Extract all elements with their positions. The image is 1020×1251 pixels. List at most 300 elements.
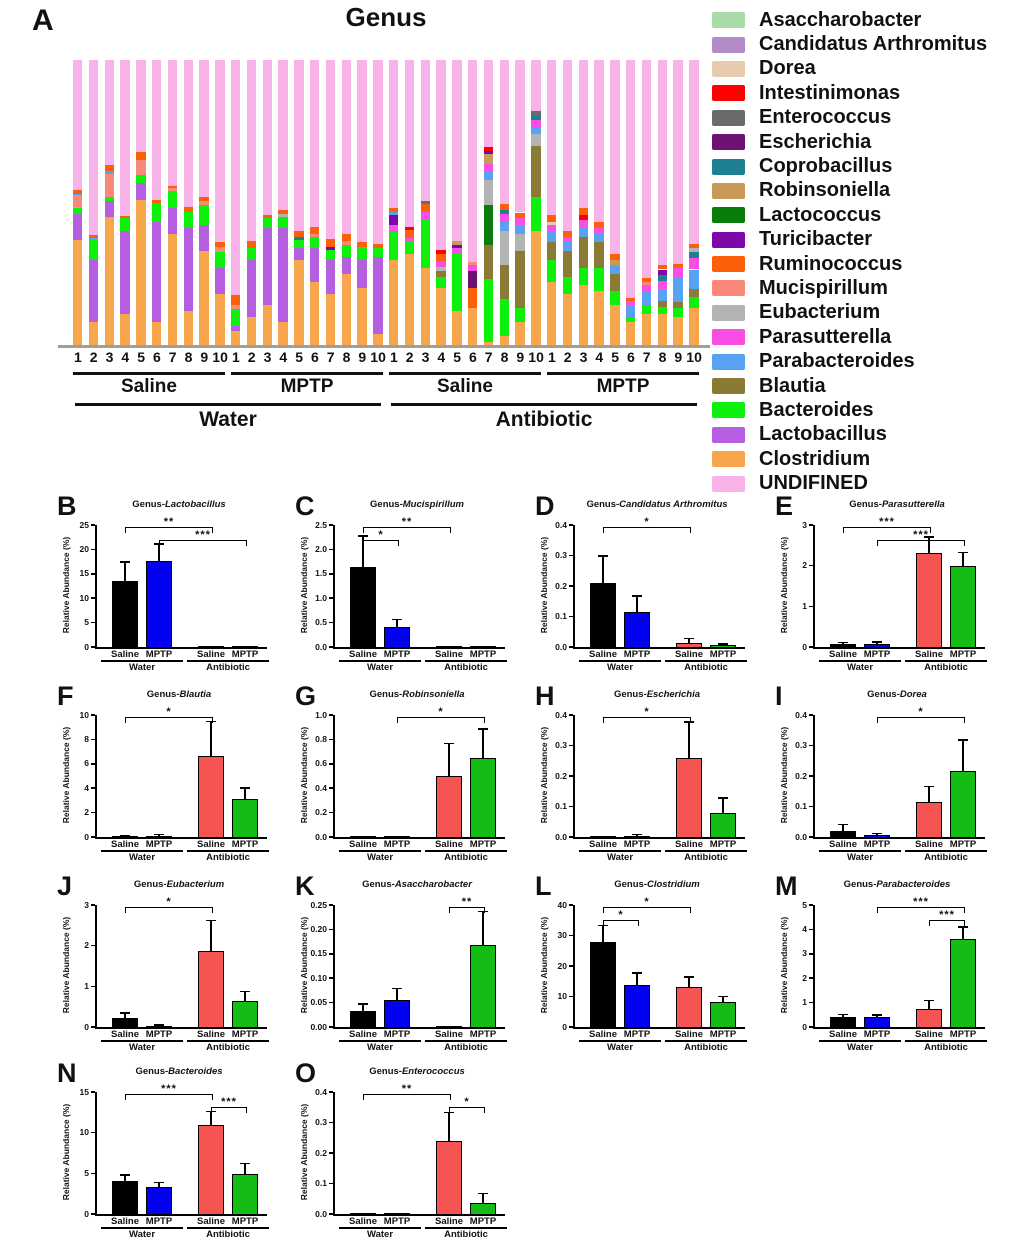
- legend-swatch: [712, 110, 745, 126]
- x-condition-label: Antibiotic: [924, 662, 968, 673]
- bar-segment: [658, 301, 668, 307]
- error-bar-line: [928, 787, 930, 802]
- x-pair-label: Saline: [111, 1216, 139, 1227]
- panel-title: [333, 879, 501, 890]
- bar-segment: [421, 268, 431, 345]
- bar-segment: [389, 215, 399, 225]
- title-prefix: Genus-: [369, 689, 403, 700]
- plot-area: [802, 516, 981, 652]
- bar-segment: [610, 305, 620, 345]
- bar-segment: [294, 60, 304, 231]
- bar-segment: [689, 297, 699, 308]
- bar-segment: [610, 274, 620, 291]
- y-tick-label: 0.2: [315, 807, 327, 818]
- stacked-bar: [373, 60, 383, 345]
- y-tick-label: 0.3: [795, 740, 807, 750]
- y-tick-mark: [329, 1091, 333, 1093]
- bar: [916, 802, 942, 837]
- y-tick-mark: [329, 739, 333, 741]
- bar: [624, 985, 650, 1027]
- error-bar-line: [876, 1016, 878, 1017]
- sig-stars: **: [461, 896, 473, 908]
- panel-title: [333, 1066, 501, 1077]
- x-condition-label: Antibiotic: [444, 662, 488, 673]
- condition-underline: [75, 403, 381, 406]
- x-pair-label: MPTP: [469, 1029, 497, 1040]
- y-axis-line: [333, 905, 335, 1027]
- bar-segment: [120, 218, 130, 231]
- y-tick-mark: [329, 977, 333, 979]
- bar-segment: [689, 308, 699, 345]
- y-tick-label: 0.0: [315, 831, 327, 842]
- panel-letter: L: [535, 871, 552, 901]
- sample-number: 6: [153, 349, 161, 365]
- legend-label: Escherichia: [759, 130, 872, 153]
- y-tick-label: 1: [802, 997, 807, 1008]
- bar-segment: [120, 314, 130, 345]
- x-pair-label: Saline: [197, 839, 225, 850]
- bar: [384, 1213, 410, 1214]
- bar-segment: [642, 291, 652, 305]
- y-tick-label: 2: [84, 940, 89, 951]
- bar-segment: [436, 254, 446, 261]
- legend-label: Coprobacillus: [759, 155, 893, 178]
- bar-segment: [310, 234, 320, 237]
- title-genus: Candidatus Arthromitus: [619, 499, 728, 510]
- panel-l: [533, 871, 773, 1063]
- bar-segment: [547, 60, 557, 215]
- bar: [470, 945, 496, 1027]
- bar-segment: [452, 60, 462, 241]
- bar-segment: [642, 314, 652, 345]
- legend-swatch: [712, 378, 745, 394]
- bar-segment: [610, 254, 620, 260]
- x-pair-label: Saline: [915, 1029, 943, 1040]
- bar-segment: [579, 237, 589, 268]
- y-tick-label: 2.5: [315, 519, 327, 530]
- bar-segment: [610, 260, 620, 266]
- sig-stars: *: [918, 706, 924, 718]
- x-pair-label: Saline: [349, 1216, 377, 1227]
- legend-item: [712, 276, 1012, 300]
- condition-label: Antibiotic: [495, 408, 593, 431]
- panel-m: [773, 871, 1013, 1063]
- panel-letter: J: [57, 871, 73, 901]
- error-bar-cap: [838, 824, 848, 826]
- error-bar-line: [602, 926, 604, 941]
- bar: [950, 939, 976, 1027]
- sig-stars: **: [163, 516, 175, 528]
- y-axis-label: Relative Abundance (%): [539, 726, 549, 824]
- bar: [830, 644, 856, 647]
- bar-segment: [73, 214, 83, 240]
- x-pair-label: MPTP: [949, 649, 977, 660]
- y-axis-line: [573, 905, 575, 1027]
- bar: [710, 1002, 736, 1027]
- bar-segment: [184, 311, 194, 345]
- title-genus: Bacteroides: [168, 1066, 223, 1077]
- y-tick-mark: [91, 945, 95, 947]
- sample-number: 8: [184, 349, 193, 365]
- bar-segment: [342, 60, 352, 234]
- x-pair-label: MPTP: [383, 1216, 411, 1227]
- bar-segment: [658, 314, 668, 345]
- x-pair-label: Saline: [197, 1029, 225, 1040]
- legend-item: [712, 301, 1012, 325]
- title-genus: Lactobacillus: [165, 499, 226, 510]
- legend-swatch: [712, 207, 745, 223]
- bar-segment: [500, 60, 510, 204]
- panel-a-plot: [70, 60, 702, 345]
- y-tick-label: 0.4: [555, 519, 567, 530]
- error-bar-line: [962, 553, 964, 565]
- x-pair-label: Saline: [589, 839, 617, 850]
- stacked-bar: [421, 60, 431, 345]
- y-tick-mark: [329, 549, 333, 551]
- plot-area: [555, 516, 741, 652]
- legend-swatch: [712, 451, 745, 467]
- bar-segment: [405, 60, 415, 227]
- error-bar-line: [482, 912, 484, 945]
- bar-segment: [136, 183, 146, 200]
- bar-segment: [73, 240, 83, 345]
- title-prefix: Genus-: [849, 499, 882, 510]
- bar-segment: [421, 220, 431, 268]
- error-bar-cap: [444, 743, 454, 745]
- y-tick-mark: [329, 622, 333, 624]
- panel-c: [293, 491, 533, 683]
- bar-segment: [168, 234, 178, 345]
- panel-letter: B: [57, 491, 77, 521]
- y-tick-mark: [329, 763, 333, 765]
- panel-title: [95, 499, 263, 510]
- y-tick-label: 0.6: [315, 758, 327, 769]
- bar: [710, 813, 736, 837]
- y-tick-mark: [91, 524, 95, 526]
- bar-segment: [547, 231, 557, 242]
- y-tick-mark: [809, 775, 813, 777]
- x-pair-label: Saline: [589, 1029, 617, 1040]
- panel-title: [95, 879, 263, 890]
- bar: [916, 553, 942, 647]
- panel-a-baseline: [58, 345, 710, 348]
- error-bar-line: [962, 741, 964, 772]
- panel-letter: C: [295, 491, 315, 521]
- bar-segment: [357, 288, 367, 345]
- panel-a-sample-numbers: [70, 349, 702, 367]
- bar-segment: [642, 305, 652, 314]
- y-tick-mark: [809, 977, 813, 979]
- x-pair-label: MPTP: [623, 649, 651, 660]
- bar-segment: [673, 277, 683, 303]
- panel-f: [55, 681, 295, 873]
- bar-segment: [547, 282, 557, 345]
- plot-area: [315, 516, 501, 652]
- bar-segment: [136, 200, 146, 345]
- y-tick-label: 20: [557, 960, 567, 971]
- bar-segment: [421, 201, 431, 204]
- x-pair-label: Saline: [349, 1029, 377, 1040]
- y-tick-mark: [809, 524, 813, 526]
- legend-item: [712, 32, 1012, 56]
- stacked-bar: [658, 60, 668, 345]
- y-axis-line: [95, 525, 97, 647]
- bar-segment: [610, 291, 620, 305]
- sample-number: 9: [516, 349, 525, 365]
- bar-segment: [563, 277, 573, 294]
- bar-segment: [310, 60, 320, 227]
- title-genus: Parabacteroides: [876, 879, 951, 890]
- x-pair-label: MPTP: [709, 1029, 737, 1040]
- bar-segment: [136, 60, 146, 152]
- title-genus: Enterococcus: [401, 1066, 465, 1077]
- y-tick-label: 2: [802, 972, 807, 983]
- y-tick-label: 0.1: [795, 801, 807, 811]
- y-tick-label: 4: [84, 782, 89, 793]
- y-tick-label: 0.5: [315, 617, 327, 628]
- x-pair-label: MPTP: [709, 649, 737, 660]
- bar-segment: [373, 60, 383, 244]
- bar-segment: [310, 237, 320, 248]
- x-condition-label: Water: [846, 852, 874, 863]
- bar-segment: [389, 60, 399, 208]
- bar-segment: [563, 251, 573, 277]
- title-genus: Parasutterella: [881, 499, 945, 510]
- bar-segment: [199, 197, 209, 201]
- x-pair-label: Saline: [915, 839, 943, 850]
- sig-bracket: [125, 896, 213, 913]
- treatment-underline: [389, 372, 541, 375]
- bar-segment: [594, 60, 604, 222]
- y-tick-label: 15: [79, 568, 89, 579]
- stacked-bar: [389, 60, 399, 345]
- bar-segment: [294, 240, 304, 249]
- y-tick-mark: [91, 549, 95, 551]
- y-tick-label: 0.0: [555, 641, 567, 652]
- bar-segment: [152, 222, 162, 322]
- bar-segment: [136, 175, 146, 182]
- bar-segment: [105, 171, 115, 174]
- x-condition-label: Water: [366, 662, 394, 673]
- bar-segment: [484, 279, 494, 342]
- legend-swatch: [712, 61, 745, 77]
- sig-stars: *: [644, 516, 650, 528]
- plot-area: [79, 706, 263, 842]
- bar-segment: [231, 60, 241, 295]
- sample-number: 5: [137, 349, 145, 365]
- x-pair-label: MPTP: [383, 839, 411, 850]
- bar-segment: [184, 207, 194, 213]
- y-tick-mark: [569, 935, 573, 937]
- bar-segment: [278, 322, 288, 345]
- sample-number: 7: [326, 349, 335, 365]
- bar-segment: [658, 270, 668, 276]
- bar-segment: [547, 242, 557, 259]
- sig-bracket: [363, 1083, 451, 1100]
- sig-stars: ***: [161, 1083, 177, 1095]
- title-prefix: Genus-: [867, 689, 900, 700]
- y-tick-mark: [91, 763, 95, 765]
- error-bar-cap: [240, 1163, 250, 1165]
- y-tick-label: 6: [84, 758, 89, 769]
- error-bar-line: [158, 1183, 160, 1187]
- legend-label: Lactococcus: [759, 203, 882, 226]
- bar-segment: [152, 60, 162, 200]
- legend-item: [712, 349, 1012, 373]
- bar-segment: [452, 311, 462, 345]
- y-tick-mark: [91, 1132, 95, 1134]
- legend-label: Bacteroides: [759, 398, 874, 421]
- bar-segment: [436, 267, 446, 271]
- error-bar-line: [928, 1001, 930, 1009]
- y-tick-mark: [329, 573, 333, 575]
- panel-h: [533, 681, 773, 873]
- bar: [436, 1026, 462, 1027]
- sample-number: 2: [405, 349, 414, 365]
- legend-label: Parabacteroides: [759, 350, 915, 373]
- y-tick-label: 0.1: [315, 1178, 327, 1188]
- legend-item: [712, 228, 1012, 252]
- stacked-bar: [689, 60, 699, 345]
- y-axis-label: Relative Abundance (%): [779, 726, 789, 824]
- sample-number: 3: [105, 349, 114, 365]
- legend-swatch: [712, 85, 745, 101]
- y-tick-mark: [809, 904, 813, 906]
- sig-bracket: [397, 706, 485, 723]
- error-bar-line: [244, 992, 246, 1001]
- y-tick-label: 0: [84, 641, 89, 652]
- sig-bracket: [877, 529, 965, 546]
- x-condition-label: Antibiotic: [924, 1042, 968, 1053]
- title-prefix: Genus-: [369, 1066, 402, 1077]
- bar-segment: [515, 225, 525, 234]
- legend-swatch: [712, 256, 745, 272]
- y-tick-mark: [329, 1183, 333, 1185]
- sample-number: 3: [579, 349, 588, 365]
- sample-number: 9: [358, 349, 367, 365]
- bar-segment: [342, 245, 352, 256]
- bar-segment: [342, 274, 352, 345]
- stacked-bar: [500, 60, 510, 345]
- error-bar-line: [210, 1112, 212, 1124]
- x-condition-label: Antibiotic: [206, 662, 250, 673]
- treatment-underline: [231, 372, 383, 375]
- y-tick-label: 3: [84, 899, 89, 910]
- y-tick-label: 0.3: [555, 550, 567, 560]
- error-bar-cap: [598, 555, 608, 557]
- y-tick-mark: [91, 787, 95, 789]
- x-pair-label: MPTP: [863, 1029, 891, 1040]
- bar-segment: [89, 260, 99, 323]
- error-bar-line: [244, 789, 246, 799]
- stacked-bar: [73, 60, 83, 345]
- stacked-bar: [626, 60, 636, 345]
- sig-stars: **: [401, 516, 413, 528]
- bar: [436, 776, 462, 837]
- y-tick-label: 0.0: [315, 641, 327, 652]
- bar: [112, 581, 138, 647]
- bar-segment: [563, 60, 573, 231]
- y-axis-line: [95, 1092, 97, 1214]
- bar-segment: [531, 146, 541, 197]
- bar-segment: [610, 265, 620, 274]
- sample-number: 7: [168, 349, 177, 365]
- bar: [232, 1174, 258, 1214]
- sample-number: 1: [548, 349, 556, 365]
- condition-underline: [391, 403, 697, 406]
- bar-segment: [199, 225, 209, 251]
- x-pair-label: Saline: [675, 649, 703, 660]
- y-tick-label: 0.4: [795, 709, 807, 720]
- sample-number: 9: [674, 349, 683, 365]
- bar-segment: [73, 194, 83, 195]
- y-tick-label: 0.15: [310, 948, 327, 959]
- bar-segment: [215, 252, 225, 268]
- bar-segment: [278, 214, 288, 217]
- sig-stars: *: [166, 896, 172, 908]
- bar: [350, 1213, 376, 1214]
- bar: [146, 561, 172, 647]
- plot-area: [79, 1083, 263, 1219]
- y-tick-mark: [91, 1173, 95, 1175]
- panel-d: [533, 491, 773, 683]
- stacked-bar: [531, 60, 541, 345]
- y-axis-label: Relative Abundance (%): [779, 536, 789, 634]
- treatment-underline: [73, 372, 225, 375]
- sig-stars: ***: [195, 529, 211, 541]
- bar-segment: [326, 60, 336, 239]
- panel-title: [573, 499, 741, 510]
- bar-segment: [215, 60, 225, 242]
- bar-segment: [531, 197, 541, 231]
- bar-segment: [658, 307, 668, 314]
- bar-segment: [436, 250, 446, 254]
- y-tick-label: 5: [84, 1167, 89, 1178]
- sample-number: 4: [437, 349, 446, 365]
- sig-stars: ***: [879, 516, 895, 528]
- stacked-bar: [89, 60, 99, 345]
- sample-number: 4: [595, 349, 604, 365]
- error-bar-cap: [120, 1174, 130, 1176]
- bar-segment: [184, 212, 194, 228]
- panel-o: [293, 1058, 533, 1250]
- legend-item: [712, 447, 1012, 471]
- bar-segment: [500, 222, 510, 231]
- error-bar-line: [962, 928, 964, 939]
- sample-number: 10: [686, 349, 702, 365]
- stacked-bar: [452, 60, 462, 345]
- bar-segment: [152, 203, 162, 223]
- bar-segment: [673, 264, 683, 268]
- x-pair-label: Saline: [435, 839, 463, 850]
- bar-segment: [152, 322, 162, 345]
- title-prefix: Genus-: [135, 1066, 169, 1077]
- title-genus: Robinsoniella: [402, 689, 465, 700]
- y-tick-label: 1.5: [315, 568, 327, 579]
- bar-segment: [626, 322, 636, 345]
- x-condition-label: Antibiotic: [444, 1229, 488, 1240]
- bar-segment: [168, 208, 178, 234]
- x-condition-label: Water: [128, 1042, 156, 1053]
- treatment-label: MPTP: [280, 376, 334, 397]
- y-tick-mark: [569, 836, 573, 838]
- error-bar-cap: [838, 1014, 848, 1016]
- legend-swatch: [712, 427, 745, 443]
- bar-segment: [436, 277, 446, 288]
- x-pair-label: MPTP: [231, 649, 259, 660]
- x-pair-label: Saline: [829, 839, 857, 850]
- x-condition-label: Water: [366, 852, 394, 863]
